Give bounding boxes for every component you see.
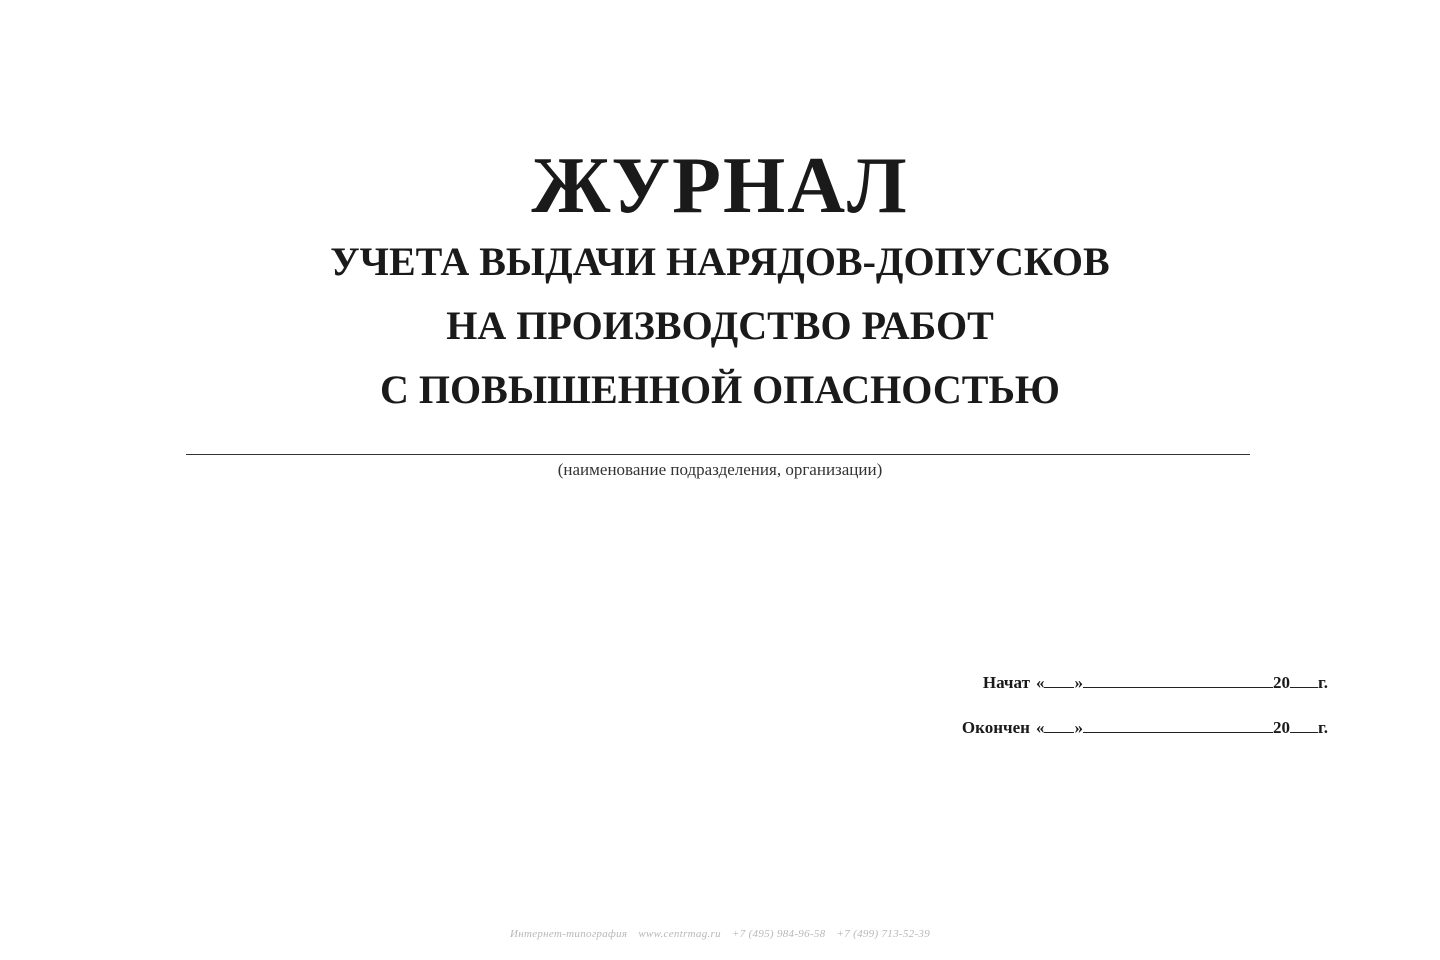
subtitle-line-3: С ПОВЫШЕННОЙ ОПАСНОСТЬЮ xyxy=(380,367,1060,412)
end-year-blank xyxy=(1290,716,1318,733)
start-date-label: Начат xyxy=(982,673,1030,692)
open-quote: « xyxy=(1035,718,1045,737)
end-day-blank xyxy=(1044,716,1074,733)
organization-caption: (наименование подразделения, организации) xyxy=(557,460,883,479)
organization-fill-line xyxy=(186,454,1250,455)
document-title: ЖУРНАЛ xyxy=(531,142,909,230)
end-date-row xyxy=(962,716,1328,740)
footer-text: Интернет-типография xyxy=(509,928,628,940)
start-day-blank xyxy=(1044,671,1074,688)
end-month-blank xyxy=(1083,716,1273,733)
footer-site: www.centrmag.ru xyxy=(638,928,721,940)
subtitle-line-1: УЧЕТА ВЫДАЧИ НАРЯДОВ-ДОПУСКОВ xyxy=(330,239,1110,284)
end-year-suffix: г. xyxy=(1317,718,1328,737)
close-quote: » xyxy=(1074,673,1083,692)
subtitle-line-2: НА ПРОИЗВОДСТВО РАБОТ xyxy=(446,303,994,348)
end-date-label: Окончен xyxy=(961,718,1030,737)
end-year-prefix: 20 xyxy=(1272,718,1290,737)
close-quote: » xyxy=(1074,718,1083,737)
start-year-prefix: 20 xyxy=(1272,673,1290,692)
start-month-blank xyxy=(1083,671,1273,688)
start-year-blank xyxy=(1290,671,1318,688)
footer-phone-1: +7 (495) 984-96-58 xyxy=(732,928,826,940)
footer-phone-2: +7 (499) 713-52-39 xyxy=(836,928,931,940)
open-quote: « xyxy=(1035,673,1045,692)
start-date-row xyxy=(983,671,1328,695)
printer-footer xyxy=(0,928,1440,940)
start-year-suffix: г. xyxy=(1317,673,1328,692)
